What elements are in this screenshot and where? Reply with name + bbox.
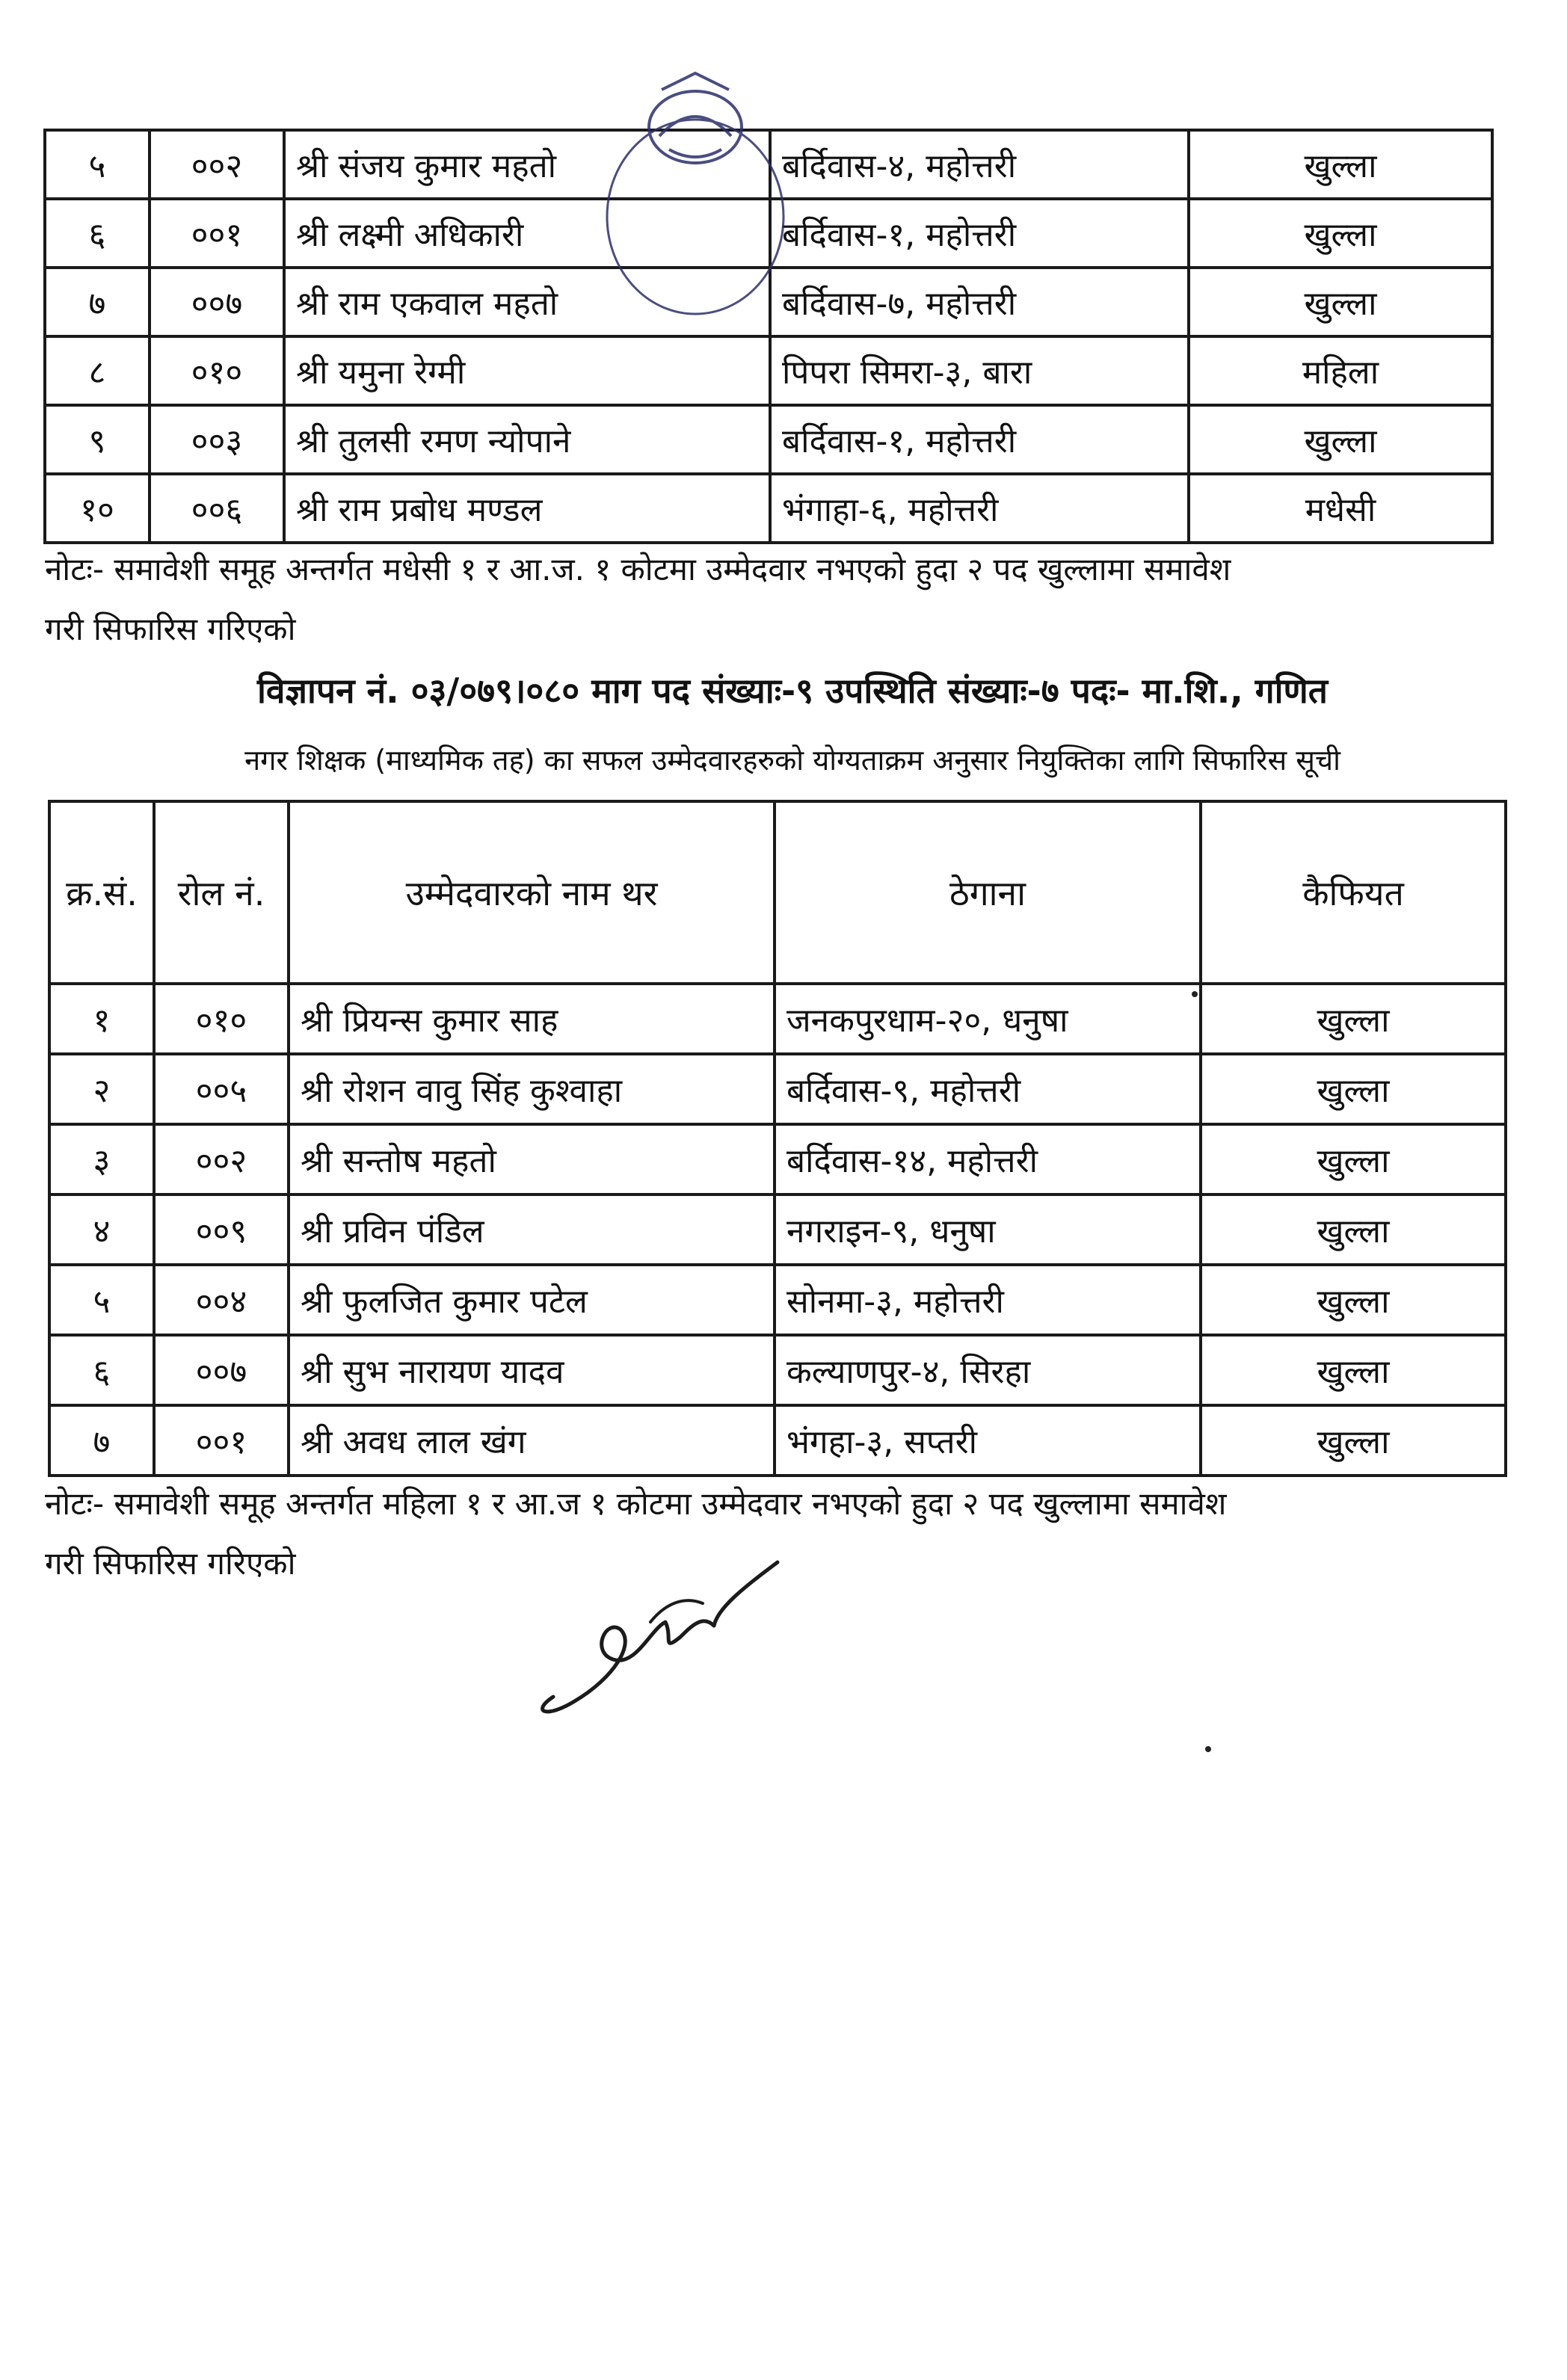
address-cell: बर्दिवास-१, महोत्तरी: [770, 199, 1189, 268]
remarks-cell: खुल्ला: [1189, 199, 1492, 268]
address-cell: बर्दिवास-४, महोत्तरी: [770, 130, 1189, 199]
roll-number-cell: ००२: [150, 130, 284, 199]
serial-number-cell: २: [49, 1054, 154, 1124]
remarks-cell: मधेसी: [1189, 474, 1492, 543]
serial-number-cell: ८: [45, 336, 150, 405]
roll-number-cell: ००१: [150, 199, 284, 268]
remarks-cell: खुल्ला: [1201, 1124, 1506, 1194]
candidate-table-math: [48, 800, 1507, 1477]
serial-number-cell: ७: [49, 1405, 154, 1476]
serial-number-cell: ७: [45, 268, 150, 336]
serial-number-cell: ३: [49, 1124, 154, 1194]
header-serial-number: क्र.सं.: [49, 801, 154, 984]
roll-number-cell: ००३: [150, 405, 284, 474]
table-row: [49, 1265, 1506, 1335]
remarks-cell: खुल्ला: [1189, 268, 1492, 336]
remarks-cell: खुल्ला: [1201, 1335, 1506, 1405]
table-row: [49, 1054, 1506, 1124]
table-row: [49, 1335, 1506, 1405]
note-line-2: गरी सिफारिस गरिएको: [45, 611, 296, 647]
remarks-cell: खुल्ला: [1189, 405, 1492, 474]
candidate-name-cell: श्री राम एकवाल महतो: [284, 268, 770, 336]
serial-number-cell: ९: [45, 405, 150, 474]
roll-number-cell: ००७: [154, 1335, 289, 1405]
remarks-cell: खुल्ला: [1201, 1194, 1506, 1265]
table-row: [49, 1194, 1506, 1265]
note-line-1: नोटः- समावेशी समूह अन्तर्गत महिला १ र आ.ज १ कोटमा उम्मेदवार नभएको हुदा २ पद खुल्लामा समावेश: [45, 1485, 1227, 1522]
serial-number-cell: ५: [49, 1265, 154, 1335]
scan-speck: [1205, 1746, 1211, 1752]
table-row: [45, 405, 1492, 474]
table-row: [49, 1405, 1506, 1476]
header-roll-number: रोल नं.: [154, 801, 289, 984]
address-cell: नगराइन-९, धनुषा: [775, 1194, 1201, 1265]
address-cell: पिपरा सिमरा-३, बारा: [770, 336, 1189, 405]
roll-number-cell: ०१०: [150, 336, 284, 405]
table-row: [49, 1124, 1506, 1194]
roll-number-cell: ००५: [154, 1054, 289, 1124]
candidate-name-cell: श्री यमुना रेग्मी: [284, 336, 770, 405]
table-header-row: [49, 801, 1506, 984]
candidate-name-cell: श्री रोशन वावु सिंह कुश्वाहा: [289, 1054, 775, 1124]
handwritten-signature: [523, 1532, 822, 1727]
candidate-name-cell: श्री लक्ष्मी अधिकारी: [284, 199, 770, 268]
seal-emblem-base: [669, 149, 721, 157]
candidate-name-cell: श्री राम प्रबोध मण्डल: [284, 474, 770, 543]
address-cell: सोनमा-३, महोत्तरी: [775, 1265, 1201, 1335]
recommendation-list-title: नगर शिक्षक (माध्यमिक तह) का सफल उम्मेदवारहरुको योग्यताक्रम अनुसार नियुक्तिका लागि सिफारिस सूची: [244, 744, 1340, 777]
municipality-seal: [591, 67, 800, 336]
remarks-cell: खुल्ला: [1201, 1054, 1506, 1124]
candidate-name-cell: श्री प्रविन पंडिल: [289, 1194, 775, 1265]
roll-number-cell: ००४: [154, 1265, 289, 1335]
table-row: [49, 984, 1506, 1054]
remarks-cell: महिला: [1189, 336, 1492, 405]
table-row: [45, 336, 1492, 405]
address-cell: बर्दिवास-१४, महोत्तरी: [775, 1124, 1201, 1194]
seal-emblem-top: [662, 73, 729, 90]
address-cell: जनकपुरधाम-२०, धनुषा: [775, 984, 1201, 1054]
candidate-name-cell: श्री संजय कुमार महतो: [284, 130, 770, 199]
roll-number-cell: ००२: [154, 1124, 289, 1194]
candidate-name-cell: श्री फुलजित कुमार पटेल: [289, 1265, 775, 1335]
candidate-table-math-body: [49, 984, 1506, 1476]
note-madhesi-quota: [45, 540, 1465, 659]
candidate-name-cell: श्री सुभ नारायण यादव: [289, 1335, 775, 1405]
serial-number-cell: १०: [45, 474, 150, 543]
serial-number-cell: ६: [49, 1335, 154, 1405]
roll-number-cell: ००६: [150, 474, 284, 543]
table-row: [45, 474, 1492, 543]
candidate-name-cell: श्री प्रियन्स कुमार साह: [289, 984, 775, 1054]
serial-number-cell: ६: [45, 199, 150, 268]
advertisement-title: विज्ञापन नं. ०३/०७९।०८० माग पद संख्याः-९ उपस्थिति संख्याः-७ पदः- मा.शि., गणित: [257, 670, 1328, 711]
header-remarks: कैफियत: [1201, 801, 1506, 984]
address-cell: भंगहा-३, सप्तरी: [775, 1405, 1201, 1476]
note-line-2: गरी सिफारिस गरिएको: [45, 1545, 296, 1582]
remarks-cell: खुल्ला: [1201, 1265, 1506, 1335]
address-cell: भंगाहा-६, महोत्तरी: [770, 474, 1189, 543]
address-cell: बर्दिवास-७, महोत्तरी: [770, 268, 1189, 336]
address-cell: कल्याणपुर-४, सिरहा: [775, 1335, 1201, 1405]
serial-number-cell: १: [49, 984, 154, 1054]
note-line-1: नोटः- समावेशी समूह अन्तर्गत मधेसी १ र आ.ज. १ कोटमा उम्मेदवार नभएको हुदा २ पद खुल्लामा समावेश: [45, 551, 1231, 588]
remarks-cell: खुल्ला: [1201, 1405, 1506, 1476]
address-cell: बर्दिवास-१, महोत्तरी: [770, 405, 1189, 474]
serial-number-cell: ४: [49, 1194, 154, 1265]
roll-number-cell: ००९: [154, 1194, 289, 1265]
serial-number-cell: ५: [45, 130, 150, 199]
remarks-cell: खुल्ला: [1201, 984, 1506, 1054]
header-candidate-name: उम्मेदवारको नाम थर: [289, 801, 775, 984]
address-cell: बर्दिवास-९, महोत्तरी: [775, 1054, 1201, 1124]
roll-number-cell: ०१०: [154, 984, 289, 1054]
roll-number-cell: ००७: [150, 268, 284, 336]
scan-speck: [1192, 991, 1198, 997]
header-address: ठेगाना: [775, 801, 1201, 984]
candidate-name-cell: श्री अवध लाल खंग: [289, 1405, 775, 1476]
roll-number-cell: ००१: [154, 1405, 289, 1476]
remarks-cell: खुल्ला: [1189, 130, 1492, 199]
seal-outer-ring: [607, 120, 784, 314]
candidate-name-cell: श्री सन्तोष महतो: [289, 1124, 775, 1194]
candidate-name-cell: श्री तुलसी रमण न्योपाने: [284, 405, 770, 474]
